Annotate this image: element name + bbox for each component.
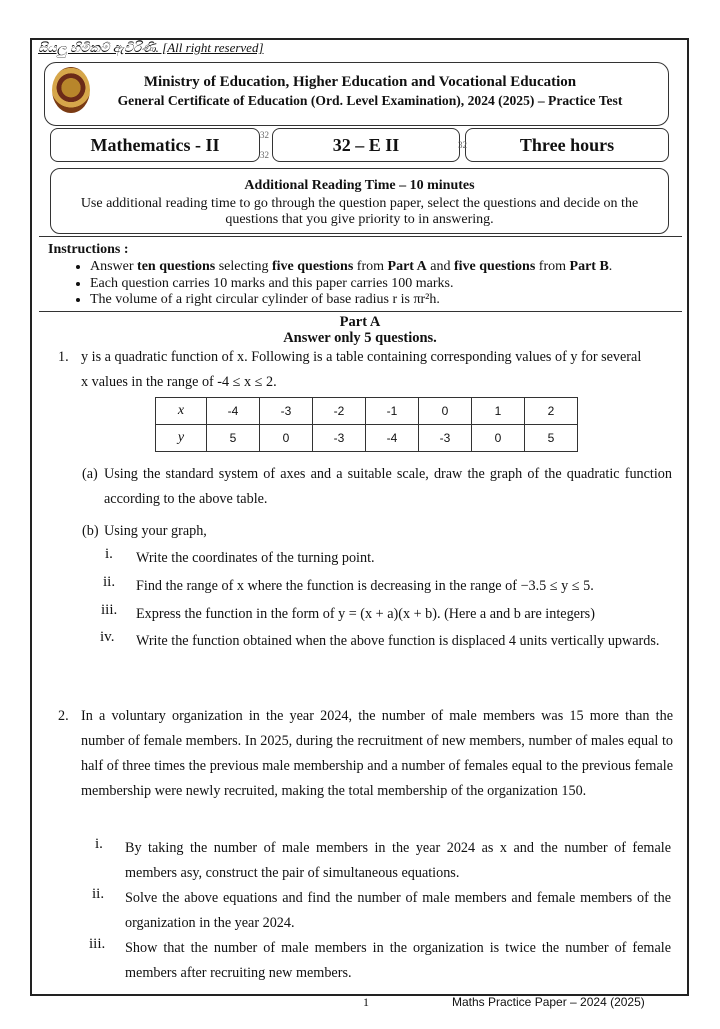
table-cell: 5 [525,425,578,452]
subpart-text: Write the coordinates of the turning point. [136,550,375,566]
table-row [156,398,578,425]
table-cell: -3 [260,398,313,425]
instructions-title: Instructions : [48,242,129,257]
question-2 [58,704,673,804]
table-cell: 0 [260,425,313,452]
code-box [272,128,460,162]
part-label: (a) [82,466,98,482]
table-cell: -3 [419,425,472,452]
subpart-text: Express the function in the form of y = (x + a)(x + b). (Here a and b are integers) [136,606,595,622]
table-cell: -4 [366,425,419,452]
instruction-item: • Answer ten questions selecting five questions from Part A and five questions from Part B. [90,259,690,276]
part-a-title: Part A [339,314,381,330]
table-cell: 2 [525,398,578,425]
table-row [156,425,578,452]
question-1a-text: Using the standard system of axes and a suitable scale, draw the graph of the quadratic function according to the above table. [104,466,672,507]
question-1-text-line1: y is a quadratic function of x. Following is a table containing corresponding values of y for several [81,349,642,365]
table-cell: -1 [366,398,419,425]
table-cell: 1 [472,398,525,425]
instruction-item: • The volume of a right circular cylinder of base radius r is πr²h. [90,292,690,309]
subpart-text: Find the range of x where the function is decreasing in the range of −3.5 ≤ y ≤ 5. [136,578,594,594]
question-number: 2. [58,708,69,724]
subject-box [50,128,260,162]
subpart-text: Write the function obtained when the above function is displaced 4 units vertically upwards. [136,633,660,649]
pill-mark-1: 32 [260,130,269,140]
subpart-number: i. [95,836,103,852]
pill-mark-3: 32 [458,140,467,150]
paper-code: 32 – E II [332,134,400,155]
question-1a [82,462,672,512]
table-header-y: y [156,425,207,452]
reading-time-text: Use additional reading time to go through the question paper, select the questions and decide on the questions that you give priority to in answering. [80,196,639,227]
instructions-list [66,259,690,309]
subject-label: Mathematics - II [90,134,220,155]
rights-reserved: සියලු හිමිකම් ඇවිරිණි. [All right reserved] [38,40,264,55]
question-2-text: In a voluntary organization in the year 2024, the number of male members was 15 more than the number of female members. In 2025, during the recruitment of new members, number of males equal to half of three times the previous male membership and a number of females equal to the previous female membership were newly recruited, making the total membership of the organization 150. [81,708,673,799]
subpart-number: iii. [89,936,106,952]
table-cell: -3 [313,425,366,452]
reading-time-box [50,168,669,234]
table-header-x: x [156,398,207,425]
part-label: (b) [82,523,99,539]
question-1 [58,345,673,395]
government-seal-icon [52,67,90,113]
subpart-text: Solve the above equations and find the number of male members and female members of the organization in the year 2024. [125,890,671,931]
table-cell: 0 [472,425,525,452]
table-cell: -2 [313,398,366,425]
subpart-number: ii. [92,886,105,902]
exam-title: General Certificate of Education (Ord. Level Examination), 2024 (2025) – Practice Test [117,93,623,108]
question-number: 1. [58,349,69,365]
subpart-number: iii. [101,602,118,618]
table-cell: 0 [419,398,472,425]
duration-box [465,128,669,162]
instruction-item: • Each question carries 10 marks and this paper carries 100 marks. [90,276,690,293]
duration-label: Three hours [519,134,615,155]
ministry-title: Ministry of Education, Higher Education and Vocational Education [143,74,577,90]
footer-text: Maths Practice Paper – 2024 (2025) [452,995,645,1009]
table-cell: 5 [207,425,260,452]
subpart-number: ii. [103,574,116,590]
question-1b-text: Using your graph, [104,523,207,539]
subpart-text: Show that the number of male members in the organization is twice the number of female members after recruiting new members. [125,940,671,981]
pill-mark-2: 32 [260,150,269,160]
subpart-number: i. [105,546,113,562]
question-1-text-line2: x values in the range of -4 ≤ x ≤ 2. [81,374,277,390]
page-number: 1 [363,995,369,1009]
part-a-subtitle: Answer only 5 questions. [283,330,437,346]
values-table [155,397,578,452]
subpart-number: iv. [100,629,115,645]
table-cell: -4 [207,398,260,425]
question-1b [82,519,672,544]
subpart-text: By taking the number of male members in the year 2024 as x and the number of female members asy, construct the pair of simultaneous equations. [125,840,671,881]
reading-time-title: Additional Reading Time – 10 minutes [244,178,475,193]
